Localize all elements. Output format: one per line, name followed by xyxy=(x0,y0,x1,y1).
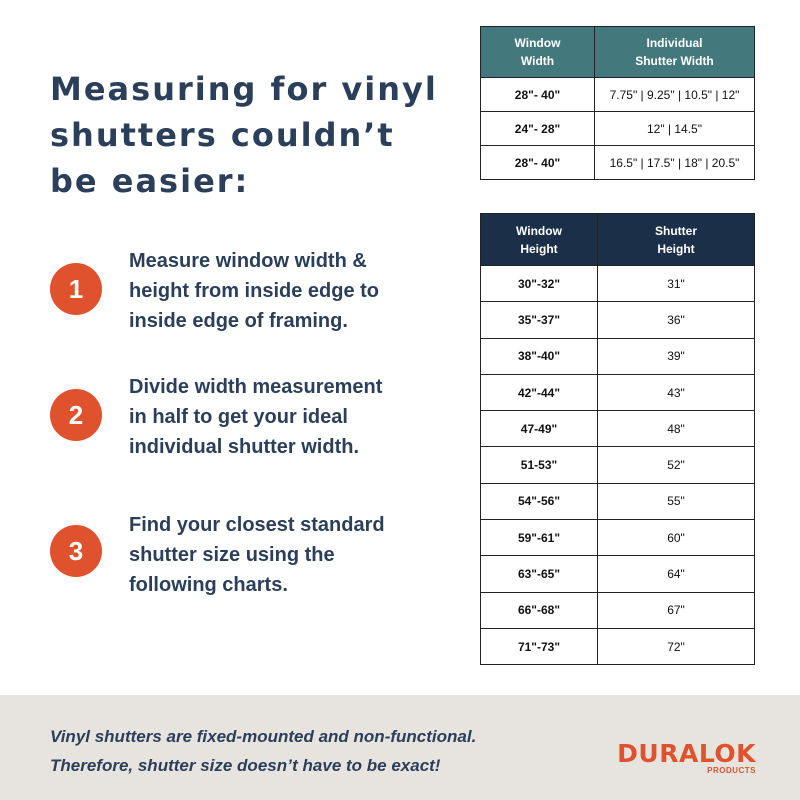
shutter-height-cell: 31" xyxy=(598,266,755,302)
table-row xyxy=(481,447,755,483)
shutter-height-cell: 36" xyxy=(598,302,755,338)
shutter-height-cell: 64" xyxy=(598,556,755,592)
headline-line-2: shutters couldn’t xyxy=(50,116,395,154)
header-line: Window xyxy=(516,223,562,238)
logo-brand-text: DURALOK xyxy=(617,739,756,768)
window-height-cell: 71"-73" xyxy=(481,628,598,664)
header-line: Shutter Width xyxy=(635,54,714,68)
header-line: Shutter xyxy=(655,223,697,238)
headline-line-1: Measuring for vinyl xyxy=(50,70,438,108)
step-2 xyxy=(50,372,450,472)
window-height-table xyxy=(480,213,755,665)
shutter-height-cell: 48" xyxy=(598,411,755,447)
table-row xyxy=(481,78,755,112)
header-line: Height xyxy=(657,241,695,256)
shutter-height-cell: 52" xyxy=(598,447,755,483)
step-2-line-3: individual shutter width. xyxy=(129,436,359,458)
table-row xyxy=(481,302,755,338)
step-2-line-2: in half to get your ideal xyxy=(129,406,348,428)
table-row xyxy=(481,592,755,628)
shutter-height-cell: 43" xyxy=(598,374,755,410)
step-3-line-3: following charts. xyxy=(129,574,288,596)
step-1-text xyxy=(129,246,429,336)
duralok-logo xyxy=(585,739,760,779)
footer-note xyxy=(50,722,550,780)
step-3-line-1: Find your closest standard xyxy=(129,514,385,536)
shutter-width-cell: 16.5" | 17.5" | 18" | 20.5" xyxy=(595,146,755,180)
window-height-cell: 35"-37" xyxy=(481,302,598,338)
shutter-height-cell: 55" xyxy=(598,483,755,519)
table-row xyxy=(481,556,755,592)
window-height-cell: 54"-56" xyxy=(481,483,598,519)
table-row xyxy=(481,338,755,374)
width-table-header-row xyxy=(481,27,755,78)
window-height-cell: 51-53" xyxy=(481,447,598,483)
step-1-line-3: inside edge of framing. xyxy=(129,310,348,332)
window-height-cell: 63"-65" xyxy=(481,556,598,592)
table-row xyxy=(481,266,755,302)
table-row xyxy=(481,112,755,146)
height-table-header-shutter-height xyxy=(598,214,755,266)
width-table-header-window-width xyxy=(481,27,595,78)
shutter-height-cell: 39" xyxy=(598,338,755,374)
window-width-cell: 28"- 40" xyxy=(481,146,595,180)
height-table-header-row xyxy=(481,214,755,266)
footer-note-line-2: Therefore, shutter size doesn’t have to be exact! xyxy=(50,756,441,775)
header-line: Height xyxy=(520,241,558,256)
shutter-height-cell: 60" xyxy=(598,520,755,556)
window-width-table xyxy=(480,26,755,180)
window-height-cell: 42"-44" xyxy=(481,374,598,410)
headline-line-3: be easier: xyxy=(50,162,250,200)
page-headline xyxy=(50,66,450,204)
shutter-height-cell: 67" xyxy=(598,592,755,628)
step-2-number-badge: 2 xyxy=(50,389,102,441)
header-line: Width xyxy=(520,54,555,68)
window-height-cell: 47-49" xyxy=(481,411,598,447)
shutter-width-cell: 7.75" | 9.25" | 10.5" | 12" xyxy=(595,78,755,112)
height-table-header-window-height xyxy=(481,214,598,266)
header-line: Individual xyxy=(646,36,703,50)
header-line: Window xyxy=(514,36,561,50)
step-1-number-badge: 1 xyxy=(50,263,102,315)
step-1-line-1: Measure window width & xyxy=(129,250,367,272)
step-3-text xyxy=(129,510,429,600)
shutter-height-cell: 72" xyxy=(598,628,755,664)
window-height-cell: 38"-40" xyxy=(481,338,598,374)
footer-note-line-1: Vinyl shutters are fixed-mounted and non-functional. xyxy=(50,727,477,746)
table-row xyxy=(481,628,755,664)
width-table-header-shutter-width xyxy=(595,27,755,78)
window-width-cell: 24"- 28" xyxy=(481,112,595,146)
step-1-line-2: height from inside edge to xyxy=(129,280,380,302)
shutter-width-cell: 12" | 14.5" xyxy=(595,112,755,146)
table-row xyxy=(481,374,755,410)
step-2-text xyxy=(129,372,429,462)
window-height-cell: 30"-32" xyxy=(481,266,598,302)
step-3 xyxy=(50,510,450,610)
table-row xyxy=(481,146,755,180)
step-3-number-badge: 3 xyxy=(50,525,102,577)
window-width-cell: 28"- 40" xyxy=(481,78,595,112)
footer-banner xyxy=(0,695,800,800)
table-row xyxy=(481,483,755,519)
window-height-cell: 66"-68" xyxy=(481,592,598,628)
table-row xyxy=(481,520,755,556)
step-3-line-2: shutter size using the xyxy=(129,544,335,566)
step-1 xyxy=(50,246,450,346)
table-row xyxy=(481,411,755,447)
window-height-cell: 59"-61" xyxy=(481,520,598,556)
logo-sub-text: PRODUCTS xyxy=(707,766,756,775)
step-2-line-1: Divide width measurement xyxy=(129,376,383,398)
